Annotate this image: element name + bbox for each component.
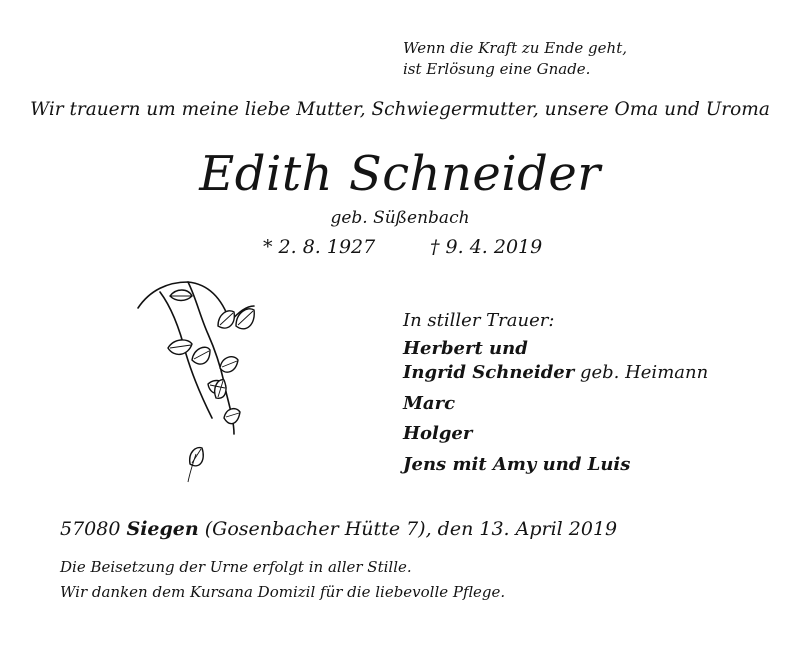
zip-code: 57080 — [60, 518, 127, 540]
mourner-name: Ingrid Schneider — [403, 362, 575, 383]
burial-note: Die Beisetzung der Urne erfolgt in aller Stille. — [60, 558, 412, 576]
mourner-suffix: geb. Heimann — [574, 362, 709, 383]
birth-date: * 2. 8. 1927 — [263, 236, 376, 258]
motto-quote — [403, 38, 627, 80]
mourners-intro: In stiller Trauer: — [403, 310, 555, 331]
city: Siegen — [126, 518, 199, 540]
thanks-note: Wir danken dem Kursana Domizil für die liebevolle Pflege. — [60, 583, 506, 601]
motto-line-1: Wenn die Kraft zu Ende geht, — [403, 39, 627, 57]
mourner-line-3 — [403, 393, 455, 414]
mourner-name: Holger — [403, 423, 473, 444]
mourner-name: Herbert und — [403, 338, 528, 359]
maiden-name: geb. Süßenbach — [330, 208, 470, 228]
address-and-date: (Gosenbacher Hütte 7), den 13. April 2019 — [198, 518, 618, 540]
mourner-name: Marc — [403, 393, 456, 414]
mourner-name: Jens mit Amy und Luis — [403, 454, 631, 475]
mourner-line-4 — [403, 423, 472, 444]
place-and-date — [60, 518, 617, 540]
mourner-line-1 — [403, 338, 528, 359]
mourner-line-2 — [403, 362, 708, 383]
mourner-line-5 — [403, 454, 630, 475]
death-date: † 9. 4. 2019 — [430, 236, 543, 258]
deceased-name: Edith Schneider — [199, 146, 601, 202]
birch-branch-icon — [130, 268, 280, 498]
intro-text: Wir trauern um meine liebe Mutter, Schwiegermutter, unsere Oma und Uroma — [30, 99, 770, 120]
motto-line-2: ist Erlösung eine Gnade. — [403, 60, 591, 78]
